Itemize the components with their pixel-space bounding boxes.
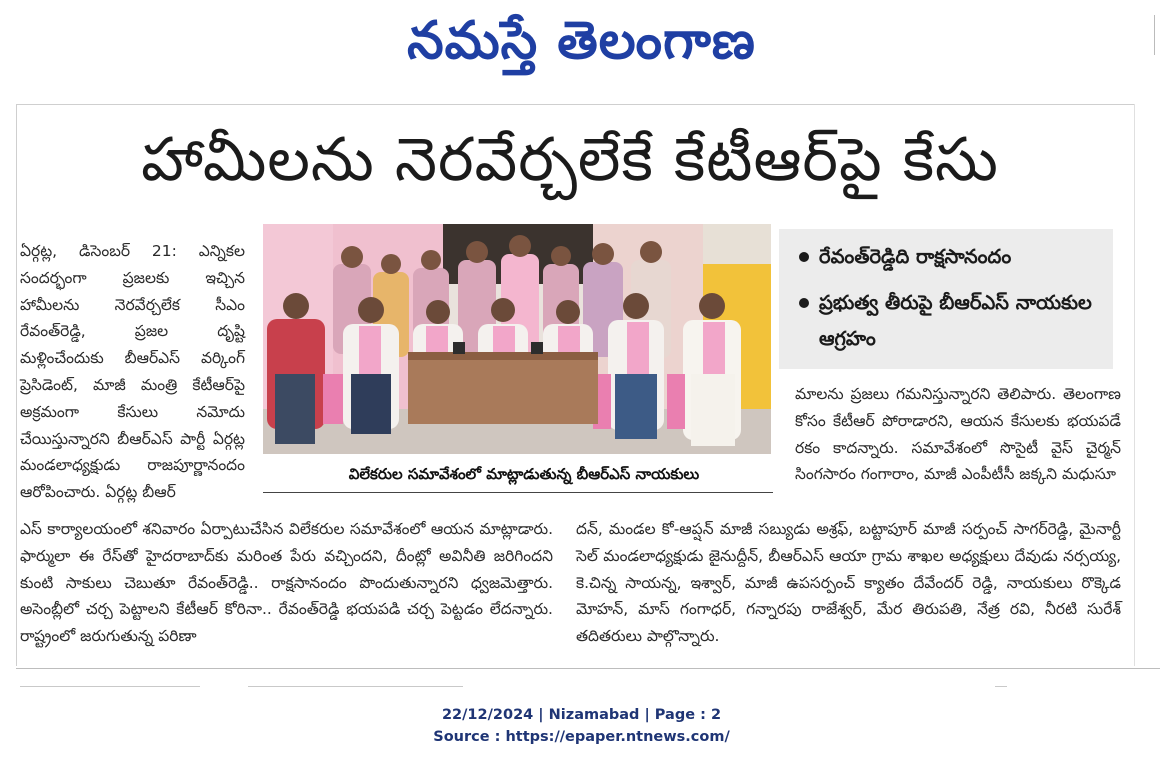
footer-rule-middle <box>248 686 463 687</box>
highlight-item <box>779 239 1113 275</box>
newspaper-logo: నమస్తే తెలంగాణ <box>407 11 756 71</box>
page-edge-divider <box>1154 15 1163 55</box>
article-column-bottom-left <box>20 516 553 664</box>
article-headline: హామీలను నెరవేర్చలేకే కేటీఆర్‌పై కేసు <box>141 125 999 195</box>
clipping-border-left <box>16 104 17 666</box>
photo-caption: విలేకరుల సమావేశంలో మాట్లాడుతున్న బీఆర్‌ఎస్ నాయకులు <box>348 465 700 483</box>
clipping-border-bottom <box>16 668 1160 669</box>
article-column-right <box>795 381 1121 521</box>
clipping-border-right <box>1134 104 1135 666</box>
press-meet-photo-illustration <box>263 224 771 454</box>
article-paragraph-intro: ఏర్గట్ల, డిసెంబర్ 21: ఎన్నికల సందర్భంగా ప్రజలకు ఇచ్చిన హామీలను నెరవేర్చలేక సీఎం రేవంత్‌రెడ్డి, ప్రజల దృష్టి మళ్లించేందుకు బీఆర్‌ఎస్ వర్కింగ్ ప్రెసిడెంట్, మాజీ మంత్రి కేటీఆర్‌పై అక్రమంగా కేసులు నమోదు చేయిస్తున్నారని బీఆర్‌ఎస్ పార్టీ ఏర్గట్ల మండలాధ్యక్షుడు రాజపూర్ణానందం ఆరోపించారు. ఏర్గట్ల బీఆర్ <box>20 242 245 502</box>
edition-info: 22/12/2024 | Nizamabad | Page : 2 <box>441 707 722 723</box>
article-column-left <box>20 238 245 508</box>
article-paragraph-bottom-right: దన్, మండల కో-ఆప్షన్ మాజీ సబ్యుడు అశ్రఫ్, బట్టాపూర్ మాజీ సర్పంచ్ సాగర్‌రెడ్డి, మైనార్టీ సెల్ మండలాధ్యక్షుడు జైనుద్దీన్, బీఆర్‌ఎస్ ఆయా గ్రామ శాఖల అధ్యక్షులు దేవుడు నర్సయ్య, కె.చిన్న సాయన్న, ఇశ్వార్, మాజీ ఉపసర్పంచ్ క్యాతం దేవేందర్ రెడ్డి, నాయకులు రొక్కెడ మోహన్, మాస్ గంగాధర్, గన్నారపు రాజేశ్వర్, మేర తిరుపతి, నేత్ర రవి, నీరటి సురేశ్ తదితరులు పాల్గొన్నారు. <box>576 520 1121 646</box>
caption-divider <box>263 492 773 493</box>
source-footer <box>0 704 1163 748</box>
news-photo <box>263 224 771 454</box>
highlight-item <box>779 285 1113 357</box>
article-column-bottom-right <box>576 516 1121 664</box>
footer-rule-left <box>20 686 200 687</box>
bullet-dot-icon <box>799 252 809 262</box>
highlight-text: రేవంత్‌రెడ్డిది రాక్షసానందం <box>819 245 1012 268</box>
article-paragraph-bottom-left: ఎస్ కార్యాలయంలో శనివారం ఏర్పాటుచేసిన విలేకరుల సమావేశంలో ఆయన మాట్లాడారు. ఫార్ములా ఈ రేస్‌తో హైదరాబాద్‌కు మరింత పేరు వచ్చిందని, దీంట్లో అవినీతి జరిగిందని కుంటి సాకులు చెబుతూ రేవంత్‌రెడ్డి.. రాక్షసానందం పొందుతున్నారని ధ్వజమెత్తారు. అసెంబ్లీలో చర్చ పెట్టాలని కేటీఆర్ కోరినా.. రేవంత్‌రెడ్డి భయపడి చర్చ పెట్టడం లేదన్నారు. రాష్ట్రంలో జరుగుతున్న పరిణా <box>20 520 553 646</box>
clipping-border-top <box>16 104 1134 105</box>
article-paragraph-right: మాలను ప్రజలు గమనిస్తున్నారని తెలిపారు. తెలంగాణ కోసం కేటీఆర్ పోరాడారని, ఆయన కేసులకు భయపడే రకం కాదన్నారు. సమావేశంలో సొసైటీ వైస్ చైర్మన్ సింగసారం గంగారాం, మాజీ ఎంపీటీసీ జక్కని మధుసూ <box>795 385 1121 484</box>
bullet-dot-icon <box>799 298 809 308</box>
highlight-box <box>779 229 1113 369</box>
source-link[interactable]: Source : https://epaper.ntnews.com/ <box>433 729 730 745</box>
highlight-text: ప్రభుత్వ తీరుపై బీఆర్‌ఎస్ నాయకుల ఆగ్రహం <box>819 291 1092 350</box>
masthead <box>0 0 1163 82</box>
footer-rule-right <box>995 686 1007 687</box>
